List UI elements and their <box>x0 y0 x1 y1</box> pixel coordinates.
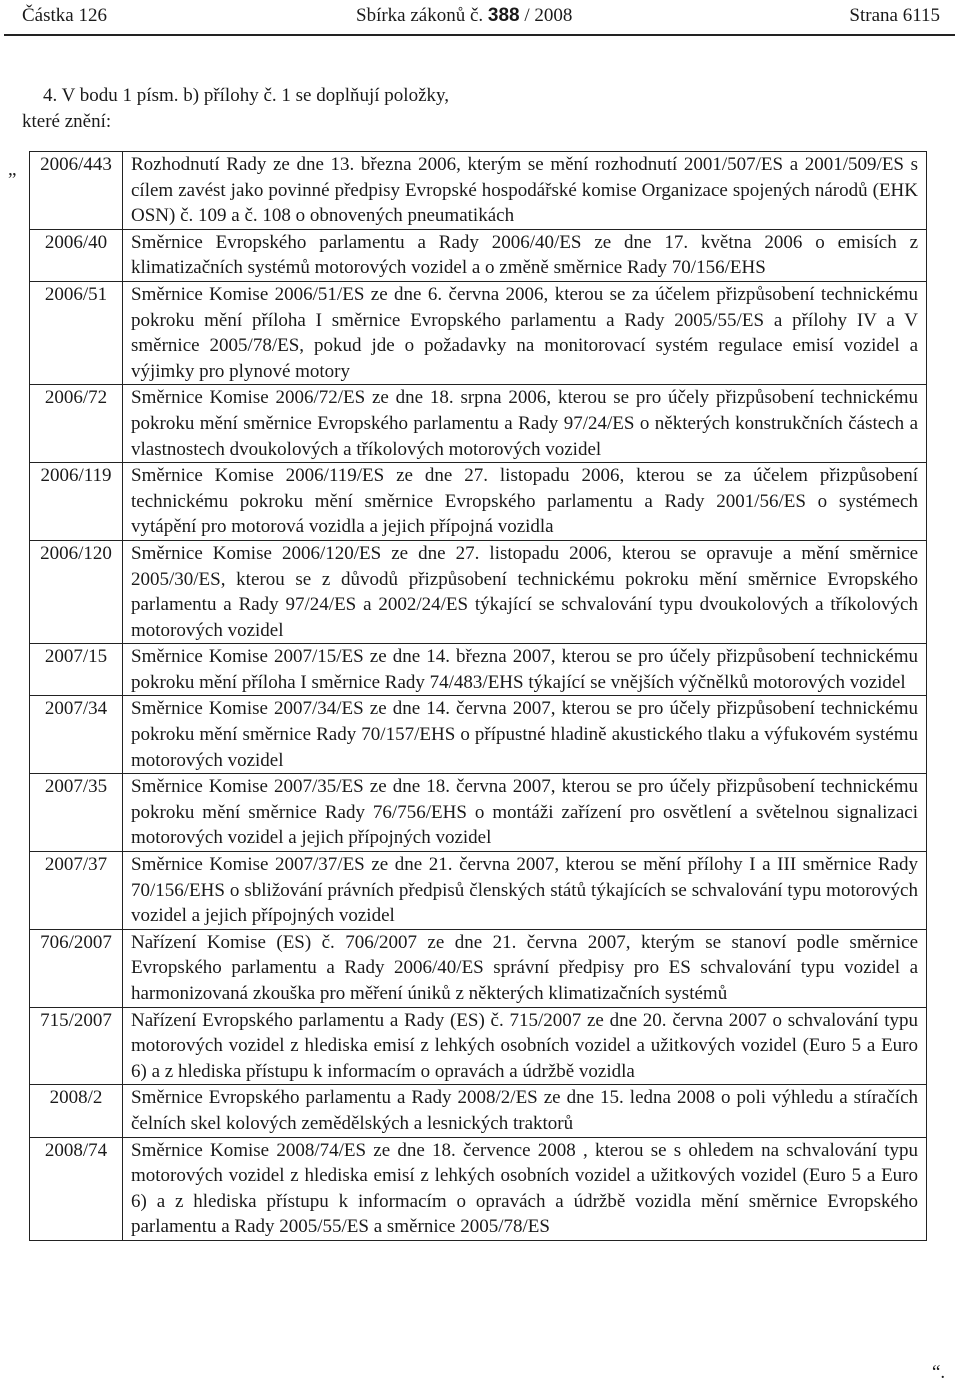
table-row <box>30 281 927 384</box>
act-description: Směrnice Komise 2006/72/ES ze dne 18. srpna 2006, kterou se pro účely přizpůsobení technickému pokroku mění směrnice Evropského parlamentu a Rady 97/24/ES o některých konstrukčních částech a vlastnostech dvoukolových a tříkolových motorových vozidel <box>123 385 927 463</box>
gazette-title <box>356 5 572 27</box>
table-row <box>30 929 927 1007</box>
intro-paragraph <box>22 83 482 135</box>
act-number: 2008/74 <box>30 1137 123 1240</box>
intro-text: 4. V bodu 1 písm. b) přílohy č. 1 se doplňují položky, které znění: <box>22 85 450 132</box>
act-number: 706/2007 <box>30 929 123 1007</box>
act-description: Směrnice Komise 2006/119/ES ze dne 27. listopadu 2006, kterou se za účelem přizpůsobení technickému pokroku mění směrnice Evropského parlamentu a Rady 2001/56/ES o systémech vytápění pro motorová vozidla a jejich přípojná vozidla <box>123 463 927 541</box>
table-row <box>30 852 927 930</box>
act-number: 2006/443 <box>30 152 123 230</box>
table-row <box>30 463 927 541</box>
act-number: 2006/119 <box>30 463 123 541</box>
act-description: Směrnice Komise 2007/35/ES ze dne 18. června 2007, kterou se pro účely přizpůsobení technickému pokroku mění směrnice Rady 76/756/EHS o montáži zařízení pro osvětlení a světelnou signalizaci motorových vozidel a jejich přípojných vozidel <box>123 774 927 852</box>
opening-quote: „ <box>8 159 17 180</box>
act-number: 715/2007 <box>30 1007 123 1085</box>
act-number: 2007/37 <box>30 852 123 930</box>
table-row <box>30 540 927 643</box>
act-description: Nařízení Komise (ES) č. 706/2007 ze dne 21. června 2007, kterým se stanoví podle směrnice Evropského parlamentu a Rady 2006/40/ES správní předpisy pro ES schvalování typu vozidel a harmonizovaná zkouška pro měření úniků z některých klimatizačních systémů <box>123 929 927 1007</box>
act-number: 2008/2 <box>30 1085 123 1137</box>
act-description: Směrnice Komise 2006/51/ES ze dne 6. června 2006, kterou se za účelem přizpůsobení technickému pokroku mění příloha I směrnice Evropského parlamentu a Rady 2005/55/ES a přílohy IV a V směrnice 2005/78/ES, pokud jde o požadavky na monitorovací systém regulace emisí vozidel a výjimky pro plynové motory <box>123 281 927 384</box>
act-description: Směrnice Evropského parlamentu a Rady 2008/2/ES ze dne 15. ledna 2008 o poli výhledu a stíračích čelních skel kolových zemědělských a lesnických traktorů <box>123 1085 927 1137</box>
gazette-year: / 2008 <box>524 5 573 26</box>
table-row <box>30 696 927 774</box>
act-description: Směrnice Komise 2008/74/ES ze dne 18. července 2008 , kterou se s ohledem na schvalování typu motorových vozidel z hlediska emisí z lehkých osobních vozidel a užitkových vozidel (Euro 5 a Euro 6) a z hlediska přístupu k informacím o opravách a údržbě vozidla mění směrnice Evropského parlamentu a Rady 2005/55/ES a směrnice 2005/78/ES <box>123 1137 927 1240</box>
page-number: Strana 6115 <box>849 5 940 26</box>
act-number: 2007/35 <box>30 774 123 852</box>
act-number: 2007/34 <box>30 696 123 774</box>
act-description: Směrnice Komise 2007/34/ES ze dne 14. června 2007, kterou se pro účely přizpůsobení technickému pokroku mění směrnice Rady 70/157/EHS o přípustné hladině akustického tlaku a výfukovém systému motorových vozidel <box>123 696 927 774</box>
table-row <box>30 385 927 463</box>
header-divider <box>4 34 955 36</box>
act-number: 2006/72 <box>30 385 123 463</box>
table-row <box>30 1085 927 1137</box>
act-description: Směrnice Komise 2007/15/ES ze dne 14. března 2007, kterou se pro účely přizpůsobení technickému pokroku mění příloha I směrnice Rady 74/483/EHS týkající se vnějších výčnělků motorových vozidel <box>123 644 927 696</box>
closing-quote: “. <box>932 1362 946 1383</box>
table-row <box>30 152 927 230</box>
act-number: 2006/120 <box>30 540 123 643</box>
act-description: Nařízení Evropského parlamentu a Rady (ES) č. 715/2007 ze dne 20. června 2007 o schvalování typu motorových vozidel z hlediska emisí z lehkých osobních vozidel a užitkových vozidel (Euro 5 a Euro 6) a z hlediska přístupu k informacím o opravách a údržbě vozidla <box>123 1007 927 1085</box>
table-row <box>30 1007 927 1085</box>
table-row <box>30 774 927 852</box>
act-description: Směrnice Evropského parlamentu a Rady 2006/40/ES ze dne 17. května 2006 o emisích z klimatizačních systémů motorových vozidel a o změně směrnice Rady 70/156/EHS <box>123 229 927 281</box>
table-row <box>30 1137 927 1240</box>
table-row <box>30 644 927 696</box>
act-description: Rozhodnutí Rady ze dne 13. března 2006, kterým se mění rozhodnutí 2001/507/ES a 2001/509/ES s cílem zavést jako povinné předpisy Evropské hospodářské komise Organizace spojených národů (EHK OSN) č. 109 a č. 108 o obnovených pneumatikách <box>123 152 927 230</box>
act-description: Směrnice Komise 2006/120/ES ze dne 27. listopadu 2006, kterou se opravuje a mění směrnice 2005/30/ES, kterou se z důvodů přizpůsobení technickému pokroku mění směrnice Evropského parlamentu a Rady 97/24/ES a 2002/24/ES týkající se schvalování typu dvoukolových a tříkolových motorových vozidel <box>123 540 927 643</box>
acts-table <box>29 151 927 1241</box>
act-number: 2007/15 <box>30 644 123 696</box>
issue-label: Částka 126 <box>22 5 107 26</box>
acts-table-body <box>30 152 927 1241</box>
page-header <box>22 2 940 28</box>
act-number: 2006/40 <box>30 229 123 281</box>
table-row <box>30 229 927 281</box>
gazette-number: 388 <box>487 5 520 26</box>
act-number: 2006/51 <box>30 281 123 384</box>
gazette-name: Sbírka zákonů č. <box>356 5 484 26</box>
act-description: Směrnice Komise 2007/37/ES ze dne 21. června 2007, kterou se mění přílohy I a III směrnice Rady 70/156/EHS o sbližování právních předpisů členských států týkajících se schvalování typu motorových vozidel a jejich přípojných vozidel <box>123 852 927 930</box>
